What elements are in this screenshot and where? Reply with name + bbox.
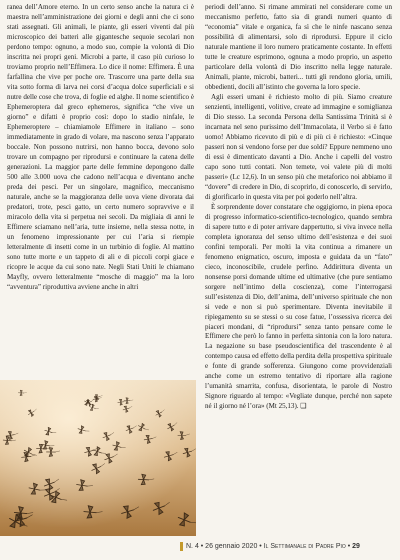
mayflies-photo bbox=[0, 380, 196, 536]
page-number: 29 bbox=[350, 543, 360, 550]
right-paragraph-2: Agli esseri umani è richiesto molto di più. Siamo creature senzienti, intelligenti, volitive, create ad immagine e somiglianza di Dio stesso. La seconda Persona della Santissima Trinità si è incarnata nel seno purissimo dell’Immacolata, il Verbo si è fatto uomo! Abbiamo ricevuto di più e di più ci è richiesto: «Cinque passeri non si vendono forse per due soldi? Eppure nemmeno uno di essi è dimenticato davanti a Dio. Anche i capelli del vostro capo sono tutti contati. Non temete, voi valete più di molti passeri» (Lc 12,6). In un senso più che metaforico noi abbiamo il “dovere” di credere in Dio, di scoprirlo, di conoscerlo, di servirlo, di glorificarlo in questa vita per poi goderlo nell’altra. bbox=[205, 92, 392, 201]
footer-magazine-name: Il Settimanale di Padre Pio • bbox=[261, 543, 351, 550]
mayflies-on-water-photo-icon bbox=[0, 380, 196, 536]
right-paragraph-3: È sorprendente dover constatare che oggigiorno, in piena epoca di progresso informatico-scientifico-tecnologico, quando sembra di sapere tutto e di poter arrivare dappertutto, si viva invece nella completa ignoranza del senso ultimo dell’esistenza e dei suoi confini temporali. Per molti la vita continua a rimanere un fenomeno enigmatico, oscuro, imposta e guidata da un “fato” cieco, inconoscibile, crudele perfino. Addirittura diventa un nonsense porsi domande ultime ed ultimative (che pure sentiamo sorgere nell’intimo della coscienza), come l’interrogarsi sull’esistenza di Dio, dell’anima, dell’universo spirituale che non si vede e non si può sperimentare. Diventa inevitabile il ripiegamento su se stessi o su cose fatue, l’ossessiva ricerca dei piaceri mondani, di “riprodursi” senza tanto pensare come le Effimere che però lo fanno in perfetta sintonia con la loro natura. La negazione su base pseudoscientifica del trascendente è al contempo causa ed effetto della perdita della prospettiva spirituale e fonte di grande sofferenza. Giungono come provvidenziali anche come un estremo tentativo di riportare alla ragione l’umanità smarrita, confusa, disorientata, le parole di Nostro Signore riguardo al tempo: «Vegliate dunque, perché non sapete né il giorno né l’ora» (Mt 25,13). ❑ bbox=[205, 203, 392, 413]
page-footer bbox=[186, 542, 396, 552]
right-text-column bbox=[205, 3, 392, 518]
left-paragraph-1: ranea dell’Amore eterno. In un certo senso anche la natura ci è maestra nell’amministrazione dei giorni e degli anni che ci sono stati assegnati. Gli animali, le piante, gli esseri viventi dal più microscopico dei batteri alle gigantesche sequoie secolari non perdono tempo: ognuno, a modo suo, compie la volontà di Dio inscritta nei propri geni. Microbi a parte, il caso più curioso lo troviamo proprio nell’Effimera. Lo dice il nome: Effimera. È una farfallina che vive per poche ore. Trascorre una parte della sua vita sotto forma di larva nei corsi d’acqua dolce superficiali e si nutre delle cose che trova, di foglie ed alghe. Il nome scientifico è Ephemeroptera dal greco ephemeros, significa “che vive un giorno” e difatti è proprio così: dopo lo stadio ninfale, le Ephemeroptere – chiamiamole Effimere in italiano – sono immediatamente in grado di volare, ma nascono senza l’apparato boccale. Non possono nutrirsi, non hanno bocca, devono solo trovare un compagno per riprodursi e continuare la catena delle generazioni. La maggior parte delle femmine depongono dalle 500 alle 3.000 uova che cadono nell’acqua e diventano anche preda dei pesci. Per un singolare, magnifico, meccanismo naturale, anche se la maggioranza delle uova viene divorata dai predatori, trote, pesci gatto, un certo numero sopravvive e il miracolo della vita si perpetua nei secoli. Da migliaia di anni le Effimere sciamano nell’aria, tutte insieme, nella stessa notte, in un fenomeno impressionante per cui l’aria si riempie letteralmente di insetti come in un turbinio di foglie. Al mattino sono tutte morte e un tappeto di ali e di piccoli corpi giace e ricopre le acque da cui sono nate. Negli Stati Uniti le chiamano Mayfly, ovvero letteralmente “mosche di maggio” ma la loro “avventura” riproduttiva avviene anche in altri bbox=[7, 3, 194, 291]
footer-accent-rule bbox=[180, 542, 183, 551]
left-text-column bbox=[7, 3, 194, 383]
footer-issue: N. 4 • 26 gennaio 2020 • bbox=[186, 543, 262, 550]
right-paragraph-1: periodi dell’anno. Si rimane ammirati nel considerare come un meccanismo perfetto, fatto sia di grandi numeri quanto di “economia” vitale e organica, fa sì che le ninfe nascano senza possibilità di alimentarsi, solo di riprodursi. Eppure il ciclo naturale mantiene il loro numero praticamente costante. In effetti tutte le creature esprimono, ognuna a modo proprio, un aspetto particolare della volontà di Dio inscritto nella legge naturale. Animali, piante, microbi, batteri... tutti gli rendono gloria, umili, obbedienti, docili all’istinto che governa la loro specie. bbox=[205, 3, 392, 91]
